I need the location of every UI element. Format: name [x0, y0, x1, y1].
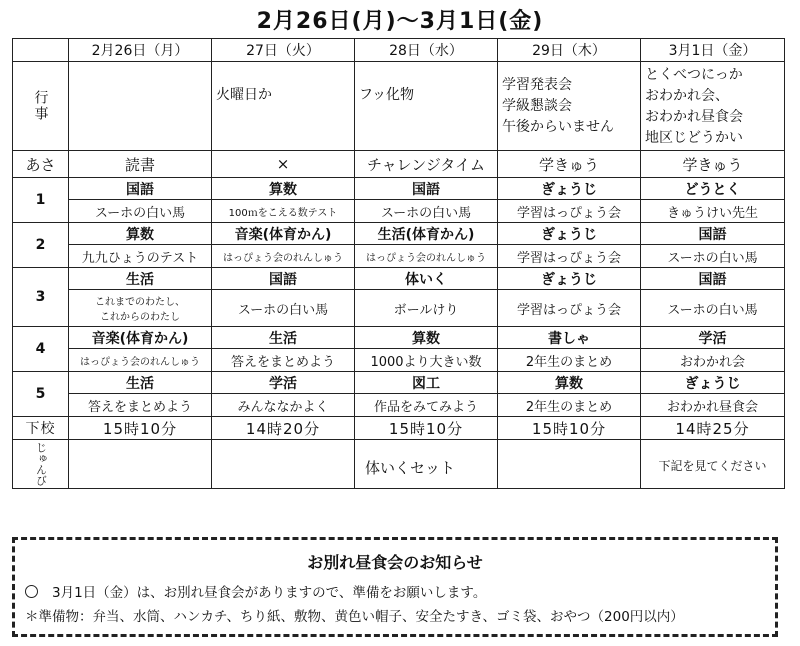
gyoji-text: とくべつにっか [645, 67, 743, 83]
day-header: 28日（水） [355, 39, 498, 62]
content-cell: スーホの白い馬 [355, 200, 498, 223]
period-content-row [13, 200, 785, 223]
subject-cell: 算数 [212, 178, 355, 200]
gyoji-cell-tue [212, 62, 355, 151]
gyoji-text: 地区じどうかい [645, 130, 743, 146]
period-content-row [13, 290, 785, 327]
period-number: 1 [13, 178, 69, 223]
content-cell: スーホの白い馬 [641, 290, 785, 327]
gyoji-cell-thu [498, 62, 641, 151]
page-title: 2月26日(月)～3月1日(金) [256, 9, 544, 34]
subject-cell: 算数 [498, 372, 641, 394]
subject-cell: 体いく [355, 268, 498, 290]
gekou-cell: 14時25分 [641, 417, 785, 440]
subject-cell: ぎょうじ [498, 268, 641, 290]
subject-cell: 図工 [355, 372, 498, 394]
asa-label: あさ [13, 151, 69, 178]
subject-cell: 生活 [69, 268, 212, 290]
period-rows [13, 178, 785, 417]
corner-cell [13, 39, 69, 62]
asa-cell: × [212, 151, 355, 178]
period-subject-row [13, 223, 785, 245]
junbi-cell: 下記を見てください [641, 440, 785, 489]
junbi-cell: 体いくセット [355, 440, 498, 489]
junbi-row [13, 440, 785, 489]
asa-cell: 読書 [69, 151, 212, 178]
day-header: 2月26日（月） [69, 39, 212, 62]
gekou-cell: 15時10分 [69, 417, 212, 440]
junbi-label-cell [13, 440, 69, 489]
content-cell: 学習はっぴょう会 [498, 200, 641, 223]
content-cell: これまでのわたし、 これからのわたし [69, 290, 212, 327]
content-cell: みんななかよく [212, 394, 355, 417]
asa-cell: 学きゅう [498, 151, 641, 178]
gyoji-cell-wed [355, 62, 498, 151]
notice-line-1 [25, 581, 775, 601]
junbi-cell [69, 440, 212, 489]
gekou-cell: 14時20分 [212, 417, 355, 440]
content-cell: スーホの白い馬 [69, 200, 212, 223]
asa-row [13, 151, 785, 178]
subject-cell: 国語 [355, 178, 498, 200]
subject-cell: 生活 [69, 372, 212, 394]
notice-text-1: 3月1日（金）は、お別れ昼食会がありますので、準備をお願いします。 [52, 585, 487, 601]
content-cell: はっぴょう会のれんしゅう [212, 245, 355, 268]
junbi-cell [498, 440, 641, 489]
subject-cell: ぎょうじ [498, 223, 641, 245]
content-cell: きゅうけい先生 [641, 200, 785, 223]
gyoji-label-cell [13, 62, 69, 151]
gekou-label: 下校 [13, 417, 69, 440]
content-cell: 学習はっぴょう会 [498, 245, 641, 268]
gyoji-text: 午後からいません [502, 119, 614, 135]
content-cell: 答えをまとめよう [69, 394, 212, 417]
content-cell: スーホの白い馬 [641, 245, 785, 268]
asa-cell: 学きゅう [641, 151, 785, 178]
content-cell: 学習はっぴょう会 [498, 290, 641, 327]
subject-cell: 生活(体育かん) [355, 223, 498, 245]
content-cell: 2年生のまとめ [498, 349, 641, 372]
content-cell: おわかれ会 [641, 349, 785, 372]
gyoji-cell-fri [641, 62, 785, 151]
content-cell: ボールけり [355, 290, 498, 327]
period-content-row [13, 394, 785, 417]
circle-icon [25, 585, 38, 598]
subject-cell: 学活 [641, 327, 785, 349]
gyoji-text: 学習発表会 [502, 77, 572, 93]
subject-cell: ぎょうじ [498, 178, 641, 200]
subject-cell: どうとく [641, 178, 785, 200]
gyoji-text: おわかれ昼食会 [645, 109, 743, 125]
content-cell: はっぴょう会のれんしゅう [355, 245, 498, 268]
gyoji-row [13, 62, 785, 151]
junbi-cell [212, 440, 355, 489]
period-subject-row [13, 327, 785, 349]
period-content-row [13, 349, 785, 372]
period-subject-row [13, 372, 785, 394]
day-header: 27日（火） [212, 39, 355, 62]
subject-cell: ぎょうじ [641, 372, 785, 394]
subject-cell: 生活 [212, 327, 355, 349]
gyoji-text: 学級懇談会 [502, 98, 572, 114]
period-number: 3 [13, 268, 69, 327]
subject-cell: 国語 [641, 268, 785, 290]
gyoji-text: フッ化物 [359, 87, 415, 103]
asa-cell: チャレンジタイム [355, 151, 498, 178]
subject-cell: 算数 [355, 327, 498, 349]
notice-title: お別れ昼食会のお知らせ [307, 553, 483, 572]
content-cell: おわかれ昼食会 [641, 394, 785, 417]
subject-cell: 音楽(体育かん) [69, 327, 212, 349]
gekou-cell: 15時10分 [498, 417, 641, 440]
period-number: 4 [13, 327, 69, 372]
notice-line-2: ＊準備物：弁当、水筒、ハンカチ、ちり紙、敷物、黄色い帽子、安全たすき、ゴミ袋、おやつ（200円以内） [25, 609, 684, 625]
content-cell: 作品をみてみよう [355, 394, 498, 417]
period-subject-row [13, 268, 785, 290]
subject-cell: 算数 [69, 223, 212, 245]
content-cell: 答えをまとめよう [212, 349, 355, 372]
content-cell: スーホの白い馬 [212, 290, 355, 327]
day-header: 29日（木） [498, 39, 641, 62]
period-content-row [13, 245, 785, 268]
content-cell: 2年生のまとめ [498, 394, 641, 417]
content-cell: はっぴょう会のれんしゅう [69, 349, 212, 372]
period-number: 2 [13, 223, 69, 268]
subject-cell: 国語 [212, 268, 355, 290]
header-row [13, 39, 785, 62]
subject-cell: 国語 [641, 223, 785, 245]
gekou-row [13, 417, 785, 440]
gyoji-label: 行事 [32, 90, 49, 122]
junbi-label: じゅんび [34, 442, 48, 486]
subject-cell: 音楽(体育かん) [212, 223, 355, 245]
content-cell: 100ｍをこえる数テスト [212, 200, 355, 223]
day-header: 3月1日（金） [641, 39, 785, 62]
period-subject-row [13, 178, 785, 200]
period-number: 5 [13, 372, 69, 417]
subject-cell: 国語 [69, 178, 212, 200]
gyoji-text: 火曜日か [216, 87, 272, 103]
subject-cell: 学活 [212, 372, 355, 394]
subject-cell: 書しゃ [498, 327, 641, 349]
gyoji-text: おわかれ会、 [645, 88, 729, 104]
gyoji-cell-mon [69, 62, 212, 151]
notice-box [12, 537, 778, 637]
gekou-cell: 15時10分 [355, 417, 498, 440]
content-cell: 1000より大きい数 [355, 349, 498, 372]
schedule-table [12, 38, 785, 489]
content-cell: 九九ひょうのテスト [69, 245, 212, 268]
